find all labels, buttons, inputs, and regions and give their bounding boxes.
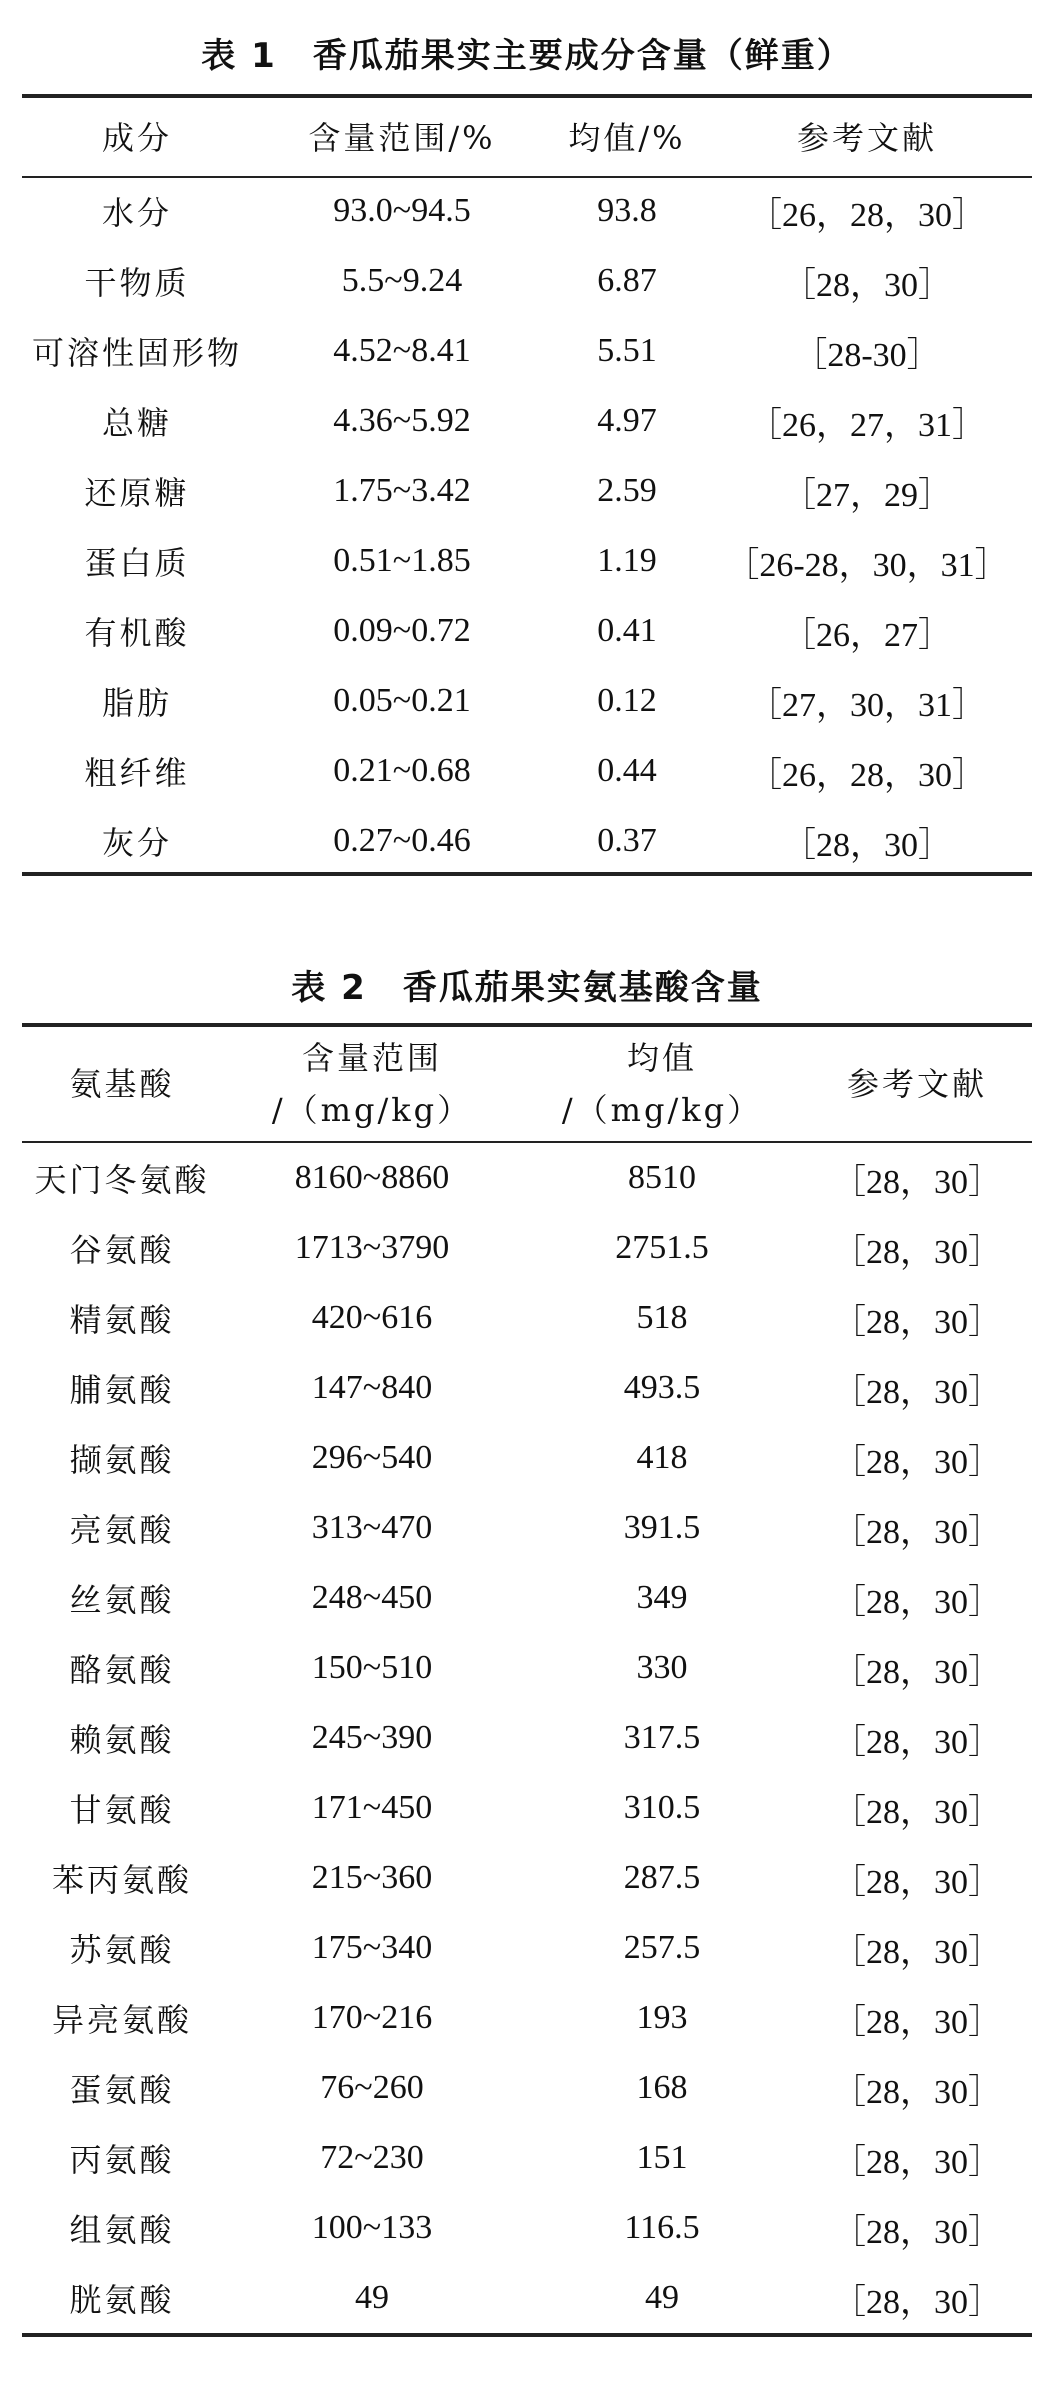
table2-header-row — [22, 1025, 1032, 1143]
cell-mean: 8510 — [628, 1159, 696, 1196]
cell-name: 蛋氨酸 — [69, 2071, 175, 2109]
table-row — [22, 806, 1032, 876]
cell-name: 有机酸 — [84, 614, 190, 652]
table-row — [22, 1493, 1032, 1563]
cell-mean: 0.12 — [597, 682, 657, 719]
cell-name: 胱氨酸 — [69, 2281, 175, 2319]
cell-mean: 2751.5 — [615, 1229, 709, 1266]
table1-header-mean: 均值/% — [568, 119, 686, 157]
table-row — [22, 2193, 1032, 2263]
table2-header-range — [222, 1025, 522, 1143]
cell-mean: 0.44 — [597, 752, 657, 789]
cell-reference: ［28，30］ — [832, 1793, 1002, 1831]
cell-reference: ［26，27］ — [782, 616, 952, 654]
cell-reference: ［28，30］ — [782, 826, 952, 864]
cell-name: 撷氨酸 — [69, 1441, 175, 1479]
table1-header-range: 含量范围/% — [308, 119, 496, 157]
cell-name: 还原糖 — [84, 474, 190, 512]
cell-name: 亮氨酸 — [69, 1511, 175, 1549]
cell-mean: 349 — [636, 1579, 688, 1616]
cell-reference: ［28，30］ — [832, 1233, 1002, 1271]
table-row — [22, 1423, 1032, 1493]
table2-caption: 表 2 香瓜茄果实氨基酸含量 — [291, 968, 763, 1008]
table-row — [22, 176, 1032, 246]
cell-reference: ［28，30］ — [832, 1863, 1002, 1901]
cell-mean: 151 — [636, 2139, 688, 2176]
cell-mean: 0.41 — [597, 612, 657, 649]
cell-reference: ［28，30］ — [832, 1163, 1002, 1201]
cell-mean: 330 — [636, 1649, 688, 1686]
cell-range: 0.27~0.46 — [333, 822, 471, 859]
cell-mean: 49 — [645, 2279, 679, 2316]
cell-name: 脯氨酸 — [69, 1371, 175, 1409]
cell-name: 灰分 — [101, 824, 172, 862]
table-row — [22, 666, 1032, 736]
cell-reference: ［28，30］ — [832, 1723, 1002, 1761]
cell-name: 总糖 — [101, 404, 172, 442]
table-row — [22, 1563, 1032, 1633]
table-row — [22, 1843, 1032, 1913]
cell-reference: ［28，30］ — [832, 2283, 1002, 2321]
table2 — [22, 1025, 1032, 2333]
table2-header-mean — [522, 1025, 802, 1143]
table-row — [22, 1703, 1032, 1773]
table2-header-amino-acid: 氨基酸 — [69, 1065, 175, 1103]
table1-header-row — [22, 96, 1032, 176]
table-row — [22, 2053, 1032, 2123]
cell-mean: 0.37 — [597, 822, 657, 859]
cell-range: 8160~8860 — [294, 1159, 450, 1196]
cell-name: 丝氨酸 — [69, 1581, 175, 1619]
table-row — [22, 736, 1032, 806]
cell-reference: ［26-28，30，31］ — [725, 546, 1009, 584]
cell-mean: 493.5 — [623, 1369, 701, 1406]
cell-name: 干物质 — [84, 264, 190, 302]
cell-mean: 168 — [636, 2069, 688, 2106]
cell-range: 215~360 — [311, 1859, 433, 1896]
cell-range: 4.36~5.92 — [333, 402, 471, 439]
cell-reference: ［28，30］ — [832, 2143, 1002, 2181]
cell-name: 酪氨酸 — [69, 1651, 175, 1689]
cell-range: 296~540 — [311, 1439, 433, 1476]
cell-mean: 257.5 — [623, 1929, 701, 1966]
cell-reference: ［28，30］ — [832, 1653, 1002, 1691]
cell-name: 水分 — [101, 194, 172, 232]
table-row — [22, 246, 1032, 316]
cell-reference: ［28，30］ — [832, 1933, 1002, 1971]
table-row — [22, 2263, 1032, 2333]
cell-range: 72~230 — [320, 2139, 424, 2176]
cell-reference: ［28，30］ — [832, 1443, 1002, 1481]
cell-reference: ［28，30］ — [832, 1373, 1002, 1411]
table-row — [22, 1913, 1032, 1983]
cell-name: 苯丙氨酸 — [51, 1861, 192, 1899]
cell-mean: 193 — [636, 1999, 688, 2036]
cell-range: 175~340 — [311, 1929, 433, 1966]
cell-mean: 2.59 — [597, 472, 657, 509]
cell-reference: ［27，29］ — [782, 476, 952, 514]
cell-range: 248~450 — [311, 1579, 433, 1616]
table2-bottom-rule — [22, 2333, 1032, 2337]
cell-name: 可溶性固形物 — [31, 334, 242, 372]
table1-caption: 表 1 香瓜茄果实主要成分含量（鲜重） — [201, 36, 853, 76]
cell-name: 粗纤维 — [84, 754, 190, 792]
table-row — [22, 1773, 1032, 1843]
cell-name: 丙氨酸 — [69, 2141, 175, 2179]
table2-header-range-line1: 含量范围 — [301, 1039, 442, 1077]
cell-range: 0.05~0.21 — [333, 682, 471, 719]
table-row — [22, 526, 1032, 596]
cell-range: 420~616 — [311, 1299, 433, 1336]
cell-name: 谷氨酸 — [69, 1231, 175, 1269]
cell-reference: ［28，30］ — [832, 2073, 1002, 2111]
cell-range: 1713~3790 — [294, 1229, 450, 1266]
cell-range: 0.09~0.72 — [333, 612, 471, 649]
table-row — [22, 1353, 1032, 1423]
table-row — [22, 596, 1032, 666]
table-row — [22, 456, 1032, 526]
cell-reference: ［28-30］ — [793, 336, 941, 374]
table1-header-component: 成分 — [101, 119, 172, 157]
cell-mean: 518 — [636, 1299, 688, 1336]
cell-reference: ［28，30］ — [832, 2003, 1002, 2041]
table-row — [22, 316, 1032, 386]
cell-range: 4.52~8.41 — [333, 332, 471, 369]
cell-mean: 1.19 — [597, 542, 657, 579]
cell-range: 150~510 — [311, 1649, 433, 1686]
cell-name: 精氨酸 — [69, 1301, 175, 1339]
cell-range: 245~390 — [311, 1719, 433, 1756]
cell-range: 76~260 — [320, 2069, 424, 2106]
cell-name: 甘氨酸 — [69, 1791, 175, 1829]
table2-header-range-line2: /（mg/kg） — [271, 1091, 473, 1129]
cell-name: 组氨酸 — [69, 2211, 175, 2249]
table-row — [22, 1143, 1032, 1213]
table-row — [22, 1633, 1032, 1703]
cell-reference: ［26，28，30］ — [748, 196, 986, 234]
cell-name: 赖氨酸 — [69, 1721, 175, 1759]
table2-header-reference: 参考文献 — [846, 1065, 987, 1103]
table-row — [22, 1213, 1032, 1283]
cell-mean: 5.51 — [597, 332, 657, 369]
cell-range: 170~216 — [311, 1999, 433, 2036]
cell-name: 异亮氨酸 — [51, 2001, 192, 2039]
cell-range: 147~840 — [311, 1369, 433, 1406]
table2-header-mean-line2: /（mg/kg） — [561, 1091, 763, 1129]
cell-range: 0.21~0.68 — [333, 752, 471, 789]
cell-mean: 4.97 — [597, 402, 657, 439]
table2-header-mean-line1: 均值 — [626, 1039, 697, 1077]
cell-name: 天门冬氨酸 — [34, 1161, 210, 1199]
cell-mean: 93.8 — [597, 192, 657, 229]
cell-mean: 116.5 — [624, 2209, 700, 2246]
cell-reference: ［26，28，30］ — [748, 756, 986, 794]
table-row — [22, 386, 1032, 456]
table1 — [22, 96, 1032, 876]
cell-range: 313~470 — [311, 1509, 433, 1546]
cell-reference: ［28，30］ — [782, 266, 952, 304]
table-row — [22, 1283, 1032, 1353]
table-row — [22, 1983, 1032, 2053]
cell-range: 100~133 — [311, 2209, 433, 2246]
cell-reference: ［27，30，31］ — [748, 686, 986, 724]
cell-mean: 418 — [636, 1439, 688, 1476]
table-row — [22, 2123, 1032, 2193]
cell-reference: ［28，30］ — [832, 2213, 1002, 2251]
cell-mean: 287.5 — [623, 1859, 701, 1896]
cell-name: 苏氨酸 — [69, 1931, 175, 1969]
cell-range: 5.5~9.24 — [341, 262, 463, 299]
cell-range: 49 — [355, 2279, 389, 2316]
cell-reference: ［28，30］ — [832, 1583, 1002, 1621]
cell-mean: 310.5 — [623, 1789, 701, 1826]
cell-range: 1.75~3.42 — [333, 472, 471, 509]
table1-header-reference: 参考文献 — [796, 119, 937, 157]
cell-mean: 391.5 — [623, 1509, 701, 1546]
cell-reference: ［28，30］ — [832, 1513, 1002, 1551]
cell-mean: 317.5 — [623, 1719, 701, 1756]
cell-name: 蛋白质 — [84, 544, 190, 582]
cell-reference: ［28，30］ — [832, 1303, 1002, 1341]
cell-range: 171~450 — [311, 1789, 433, 1826]
cell-reference: ［26，27，31］ — [748, 406, 986, 444]
cell-mean: 6.87 — [597, 262, 657, 299]
cell-name: 脂肪 — [101, 684, 172, 722]
cell-range: 0.51~1.85 — [333, 542, 471, 579]
cell-range: 93.0~94.5 — [333, 192, 471, 229]
